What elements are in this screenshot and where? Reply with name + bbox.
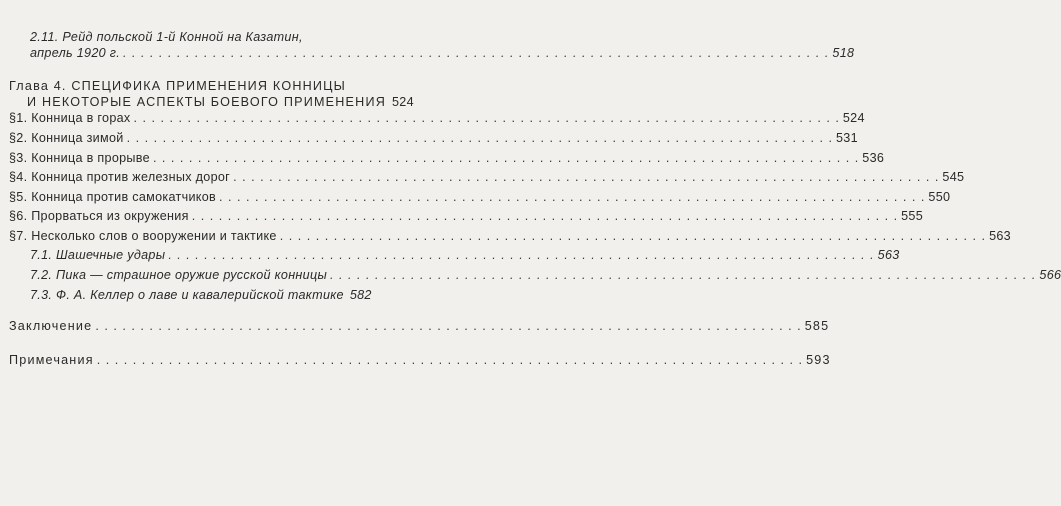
toc-entry-2-11-line2: апрель 1920 г. <box>30 46 121 60</box>
leader-dots <box>233 169 939 185</box>
section-label: §5. Конница против самокатчиков <box>9 190 217 204</box>
conclusion-label: Заключение <box>9 319 93 333</box>
leader-dots <box>127 130 833 146</box>
section-label: §7. Несколько слов о вооружении и тактике <box>9 229 277 243</box>
toc-entry-2-11-line1: 2.11. Рейд польской 1-й Конной на Казатин, <box>30 30 303 44</box>
section-label: §3. Конница в прорыве <box>9 151 150 165</box>
leader-dots <box>192 208 898 224</box>
section-label: §6. Прорваться из окружения <box>9 209 189 223</box>
subsection-label: 7.1. Шашечные удары <box>30 248 166 262</box>
section-label: §2. Конница зимой <box>9 131 124 145</box>
page-number: 550 <box>928 190 951 204</box>
page-number: 566 <box>1039 268 1061 282</box>
chapter-4-title-line2: И НЕКОТОРЫЕ АСПЕКТЫ БОЕВОГО ПРИМЕНЕНИЯ <box>27 95 386 109</box>
toc-section-row <box>9 208 924 224</box>
leader-dots <box>280 228 986 244</box>
toc-section-row <box>9 150 885 166</box>
page-number: 593 <box>806 353 831 367</box>
toc-subsection-row <box>30 267 1061 283</box>
page-number: 563 <box>877 248 900 262</box>
leader-dots <box>153 150 859 166</box>
page-number: 582 <box>349 288 372 302</box>
toc-section-row <box>9 130 858 146</box>
toc-notes-row <box>9 352 831 368</box>
toc-section-row <box>9 169 965 185</box>
chapter-4-row <box>27 94 414 110</box>
page-number: 585 <box>804 319 830 333</box>
page-number: 518 <box>832 46 855 60</box>
leader-dots <box>123 45 829 61</box>
toc-conclusion-row <box>9 318 830 334</box>
page-number: 545 <box>942 170 965 184</box>
subsection-label: 7.3. Ф. А. Келлер о лаве и кавалерийской тактике <box>30 288 344 302</box>
section-label: §1. Конница в горах <box>9 111 131 125</box>
leader-dots <box>168 247 874 263</box>
leader-dots <box>219 189 925 205</box>
page-number: 563 <box>989 229 1011 243</box>
section-label: §4. Конница против железных дорог <box>9 170 231 184</box>
page-number: 524 <box>392 95 414 109</box>
leader-dots <box>97 352 803 368</box>
toc-section-row <box>9 189 951 205</box>
toc-section-row <box>9 110 865 126</box>
subsection-label: 7.2. Пика — страшное оружие русской конницы <box>30 268 328 282</box>
page-number: 555 <box>901 209 924 223</box>
toc-subsection-row <box>30 287 372 303</box>
toc-entry-2-11-row <box>30 45 855 61</box>
leader-dots <box>330 267 1036 283</box>
notes-label: Примечания <box>9 353 94 367</box>
chapter-4-title-line1: Глава 4. СПЕЦИФИКА ПРИМЕНЕНИЯ КОННИЦЫ <box>9 79 347 93</box>
page-number: 531 <box>835 131 858 145</box>
toc-subsection-row <box>30 247 900 263</box>
leader-dots <box>134 110 840 126</box>
toc-section-row <box>9 228 1011 244</box>
leader-dots <box>95 318 801 334</box>
page-number: 524 <box>842 111 865 125</box>
page-number: 536 <box>862 151 885 165</box>
